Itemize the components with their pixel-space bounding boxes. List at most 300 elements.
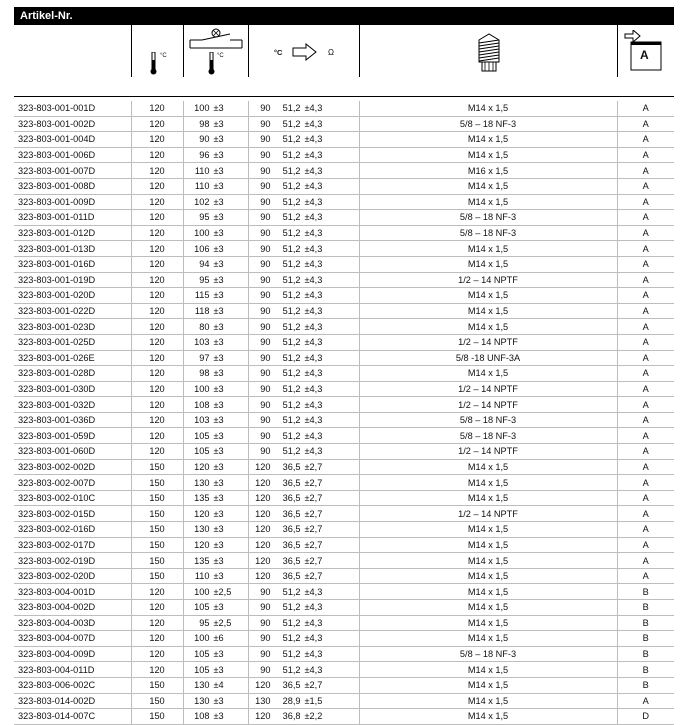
- switch-temp-value: 105: [194, 446, 210, 457]
- resistance: [248, 210, 359, 226]
- resistance-temp: 90: [260, 664, 271, 675]
- switch-temperature: [183, 600, 248, 616]
- resistance-tolerance: ±4,3: [304, 150, 323, 161]
- resistance: [248, 225, 359, 241]
- type: A: [617, 537, 674, 553]
- resistance-tolerance: ±4,3: [304, 649, 323, 660]
- resistance-tolerance: ±2,7: [304, 555, 323, 566]
- thread: M14 x 1,5: [359, 241, 617, 257]
- switch-temp-value: 103: [194, 415, 210, 426]
- type: A: [617, 132, 674, 148]
- resistance: [248, 568, 359, 584]
- switch-temperature: [183, 412, 248, 428]
- header-divider: [131, 25, 132, 77]
- resistance: [248, 350, 359, 366]
- switch-temp-tolerance: ±3: [213, 649, 224, 660]
- resistance-temp: 120: [255, 508, 271, 519]
- thread: M14 x 1,5: [359, 537, 617, 553]
- max-temperature: 120: [131, 101, 183, 116]
- switch-temp-tolerance: ±3: [213, 212, 224, 223]
- switch-temperature: [183, 677, 248, 693]
- resistance-value: 51,2: [282, 165, 301, 176]
- max-temperature: 150: [131, 553, 183, 569]
- article-number: 323-803-001-025D: [14, 334, 131, 350]
- article-number: 323-803-001-007D: [14, 163, 131, 179]
- resistance-temp: 90: [260, 383, 271, 394]
- switch-temp-tolerance: ±3: [213, 399, 224, 410]
- resistance-value: 51,2: [282, 633, 301, 644]
- resistance-temp: 90: [260, 259, 271, 270]
- switch-temp-value: 110: [194, 165, 210, 176]
- resistance: [248, 101, 359, 116]
- resistance-value: 36,5: [282, 477, 301, 488]
- resistance-temp: 90: [260, 352, 271, 363]
- resistance-temp: 120: [255, 555, 271, 566]
- table-row: [14, 600, 674, 616]
- thread: 5/8 – 18 NF-3: [359, 412, 617, 428]
- resistance-tolerance: ±2,7: [304, 571, 323, 582]
- table-row: [14, 256, 674, 272]
- resistance-temp: 90: [260, 274, 271, 285]
- table-row: [14, 709, 674, 725]
- resistance: [248, 132, 359, 148]
- table-row: [14, 397, 674, 413]
- switch-temp-value: 100: [194, 383, 210, 394]
- max-temperature: 120: [131, 241, 183, 257]
- switch-temperature: [183, 319, 248, 335]
- type: A: [617, 256, 674, 272]
- max-temperature: 120: [131, 600, 183, 616]
- resistance-temp: 120: [255, 461, 271, 472]
- switch-temperature: [183, 444, 248, 460]
- thread: M14 x 1,5: [359, 366, 617, 382]
- switch-temp-tolerance: ±3: [213, 493, 224, 504]
- table-row: [14, 225, 674, 241]
- switch-temp-tolerance: ±6: [213, 633, 224, 644]
- resistance-temp: 120: [255, 571, 271, 582]
- resistance: [248, 241, 359, 257]
- resistance: [248, 600, 359, 616]
- type: A: [617, 459, 674, 475]
- resistance-value: 36,5: [282, 508, 301, 519]
- table-row: [14, 490, 674, 506]
- switch-temp-tolerance: ±3: [213, 368, 224, 379]
- article-number: 323-803-001-059D: [14, 428, 131, 444]
- article-number: 323-803-004-001D: [14, 584, 131, 600]
- max-temperature: 150: [131, 459, 183, 475]
- type: B: [617, 662, 674, 678]
- resistance: [248, 537, 359, 553]
- max-temperature: 120: [131, 428, 183, 444]
- switch-temperature: [183, 568, 248, 584]
- switch-temp-value: 115: [194, 290, 210, 301]
- table-row: [14, 677, 674, 693]
- switch-temperature: [183, 631, 248, 647]
- max-temperature: 120: [131, 615, 183, 631]
- switch-temperature: [183, 350, 248, 366]
- article-number: 323-803-001-022D: [14, 303, 131, 319]
- max-temperature: 120: [131, 210, 183, 226]
- thread: M14 x 1,5: [359, 709, 617, 725]
- max-temperature: 120: [131, 163, 183, 179]
- table-row: [14, 319, 674, 335]
- resistance-temp: 120: [255, 711, 271, 722]
- resistance: [248, 490, 359, 506]
- article-number: 323-803-001-019D: [14, 272, 131, 288]
- table-row: [14, 350, 674, 366]
- switch-temp-tolerance: ±3: [213, 602, 224, 613]
- switch-temperature: [183, 397, 248, 413]
- max-temperature: 150: [131, 568, 183, 584]
- resistance-tolerance: ±4,3: [304, 602, 323, 613]
- resistance: [248, 428, 359, 444]
- type: A: [617, 147, 674, 163]
- max-temperature: 120: [131, 381, 183, 397]
- max-temperature: 120: [131, 272, 183, 288]
- type: B: [617, 646, 674, 662]
- type: A: [617, 366, 674, 382]
- thread: 5/8 -18 UNF-3A: [359, 350, 617, 366]
- switch-temp-tolerance: ±3: [213, 196, 224, 207]
- resistance-tolerance: ±2,7: [304, 477, 323, 488]
- header-divider: [617, 25, 618, 77]
- thread: M16 x 1,5: [359, 163, 617, 179]
- article-number: 323-803-002-019D: [14, 553, 131, 569]
- table-row: [14, 522, 674, 538]
- switch-temp-tolerance: ±3: [213, 430, 224, 441]
- max-temperature: 150: [131, 475, 183, 491]
- type: A: [617, 288, 674, 304]
- table-row: [14, 303, 674, 319]
- resistance-temp: 90: [260, 212, 271, 223]
- switch-temp-value: 103: [194, 337, 210, 348]
- type: A: [617, 303, 674, 319]
- switch-temperature: [183, 303, 248, 319]
- switch-temp-tolerance: ±3: [213, 181, 224, 192]
- max-temperature: 120: [131, 132, 183, 148]
- article-number: 323-803-001-030D: [14, 381, 131, 397]
- resistance: [248, 334, 359, 350]
- article-number: 323-803-002-010C: [14, 490, 131, 506]
- resistance: [248, 584, 359, 600]
- table-row: [14, 116, 674, 132]
- resistance-temp: 90: [260, 103, 271, 114]
- max-temperature: 150: [131, 709, 183, 725]
- resistance-value: 36,5: [282, 539, 301, 550]
- article-number: 323-803-001-026E: [14, 350, 131, 366]
- type: A: [617, 319, 674, 335]
- table-row: [14, 210, 674, 226]
- switch-temperature: [183, 334, 248, 350]
- max-temperature: 120: [131, 366, 183, 382]
- switch-temperature: [183, 272, 248, 288]
- resistance-tolerance: ±4,3: [304, 165, 323, 176]
- thread: M14 x 1,5: [359, 319, 617, 335]
- switch-temp-tolerance: ±3: [213, 524, 224, 535]
- table-row: [14, 506, 674, 522]
- switch-icon: [189, 28, 243, 50]
- resistance-temp: 90: [260, 150, 271, 161]
- resistance: [248, 381, 359, 397]
- header-divider: [183, 25, 184, 77]
- resistance-value: 36,5: [282, 555, 301, 566]
- type: B: [617, 584, 674, 600]
- thread: M14 x 1,5: [359, 147, 617, 163]
- switch-temp-value: 118: [194, 306, 210, 317]
- max-temperature: 150: [131, 490, 183, 506]
- thread: 5/8 – 18 NF-3: [359, 116, 617, 132]
- switch-temp-value: 108: [194, 399, 210, 410]
- thread: M14 x 1,5: [359, 303, 617, 319]
- thread: 5/8 – 18 NF-3: [359, 646, 617, 662]
- switch-temp-value: 135: [194, 493, 210, 504]
- switch-temp-value: 100: [194, 633, 210, 644]
- thread: M14 x 1,5: [359, 693, 617, 709]
- thread: 1/2 – 14 NPTF: [359, 397, 617, 413]
- resistance-tolerance: ±4,3: [304, 181, 323, 192]
- switch-temperature: [183, 163, 248, 179]
- resistance-tolerance: ±2,7: [304, 524, 323, 535]
- resistance-value: 51,2: [282, 617, 301, 628]
- table-row: [14, 101, 674, 116]
- resistance-tolerance: ±4,3: [304, 212, 323, 223]
- type: A: [617, 553, 674, 569]
- max-temperature: 150: [131, 537, 183, 553]
- table-row: [14, 381, 674, 397]
- resistance-tolerance: ±4,3: [304, 228, 323, 239]
- type: A: [617, 444, 674, 460]
- type: A: [617, 490, 674, 506]
- type: A: [617, 350, 674, 366]
- resistance-value: 51,2: [282, 228, 301, 239]
- resistance-tolerance: ±4,3: [304, 586, 323, 597]
- switch-temp-tolerance: ±3: [213, 571, 224, 582]
- max-temperature: 120: [131, 256, 183, 272]
- resistance-value: 51,2: [282, 134, 301, 145]
- switch-temperature: [183, 210, 248, 226]
- resistance: [248, 288, 359, 304]
- switch-temp-tolerance: ±3: [213, 259, 224, 270]
- type: B: [617, 600, 674, 616]
- thread: M14 x 1,5: [359, 522, 617, 538]
- switch-temp-tolerance: ±3: [213, 306, 224, 317]
- resistance-tolerance: ±4,3: [304, 118, 323, 129]
- resistance-temp: 90: [260, 649, 271, 660]
- resistance-value: 28,9: [282, 695, 301, 706]
- type: A: [617, 506, 674, 522]
- resistance-value: 51,2: [282, 259, 301, 270]
- max-temperature: 120: [131, 288, 183, 304]
- type: A: [617, 693, 674, 709]
- table-row: [14, 584, 674, 600]
- type: D: [617, 709, 674, 725]
- max-temperature: 120: [131, 444, 183, 460]
- switch-temp-tolerance: ±3: [213, 134, 224, 145]
- table-row: [14, 537, 674, 553]
- switch-temperature: [183, 194, 248, 210]
- switch-temp-value: 95: [199, 617, 210, 628]
- resistance-value: 36,5: [282, 493, 301, 504]
- table-row: [14, 366, 674, 382]
- switch-temperature: [183, 553, 248, 569]
- switch-temp-value: 100: [194, 586, 210, 597]
- switch-temperature: [183, 225, 248, 241]
- resistance-tolerance: ±4,3: [304, 368, 323, 379]
- type: A: [617, 225, 674, 241]
- resistance: [248, 256, 359, 272]
- switch-temp-value: 105: [194, 649, 210, 660]
- resistance-value: 51,2: [282, 649, 301, 660]
- thread: 1/2 – 14 NPTF: [359, 444, 617, 460]
- switch-temp-value: 110: [194, 181, 210, 192]
- switch-temperature: [183, 428, 248, 444]
- max-temperature: 120: [131, 116, 183, 132]
- resistance-value: 51,2: [282, 321, 301, 332]
- switch-temperature: [183, 116, 248, 132]
- article-number: 323-803-004-002D: [14, 600, 131, 616]
- thread: M14 x 1,5: [359, 288, 617, 304]
- switch-temp-tolerance: ±3: [213, 555, 224, 566]
- table-row: [14, 459, 674, 475]
- resistance-temp: 90: [260, 306, 271, 317]
- thread: 5/8 – 18 NF-3: [359, 428, 617, 444]
- switch-temp-value: 120: [194, 461, 210, 472]
- resistance-temp: 90: [260, 165, 271, 176]
- resistance-value: 51,2: [282, 150, 301, 161]
- article-number: 323-803-001-006D: [14, 147, 131, 163]
- switch-temp-tolerance: ±3: [213, 118, 224, 129]
- article-number: 323-803-001-028D: [14, 366, 131, 382]
- type: A: [617, 116, 674, 132]
- switch-temp-tolerance: ±3: [213, 290, 224, 301]
- temp-unit-label: °C: [160, 53, 167, 59]
- switch-temp-tolerance: ±3: [213, 695, 224, 706]
- resistance-value: 51,2: [282, 352, 301, 363]
- resistance-temp: 90: [260, 290, 271, 301]
- resistance: [248, 459, 359, 475]
- table-row: [14, 615, 674, 631]
- type: A: [617, 272, 674, 288]
- resistance-value: 36,8: [282, 711, 301, 722]
- table-title: Artikel-Nr.: [14, 7, 674, 25]
- resistance-value: 51,2: [282, 383, 301, 394]
- type: A: [617, 568, 674, 584]
- switch-temp-value: 130: [194, 524, 210, 535]
- type: B: [617, 677, 674, 693]
- thread: M14 x 1,5: [359, 553, 617, 569]
- max-temperature: 120: [131, 631, 183, 647]
- resistance-value: 51,2: [282, 274, 301, 285]
- type: B: [617, 631, 674, 647]
- table-row: [14, 444, 674, 460]
- article-number: 323-803-006-002C: [14, 677, 131, 693]
- resistance: [248, 319, 359, 335]
- max-temperature: 120: [131, 662, 183, 678]
- max-temperature: 120: [131, 319, 183, 335]
- thread: M14 x 1,5: [359, 677, 617, 693]
- type: A: [617, 412, 674, 428]
- switch-temp-value: 130: [194, 680, 210, 691]
- max-temperature: 150: [131, 506, 183, 522]
- resistance: [248, 163, 359, 179]
- table-row: [14, 288, 674, 304]
- resistance-temp: 90: [260, 181, 271, 192]
- resistance-tolerance: ±4,3: [304, 243, 323, 254]
- resistance-temp: 90: [260, 243, 271, 254]
- resistance-temp: 90: [260, 602, 271, 613]
- resistance-value: 51,2: [282, 337, 301, 348]
- resistance-tolerance: ±4,3: [304, 415, 323, 426]
- switch-temp-value: 120: [194, 539, 210, 550]
- resistance: [248, 178, 359, 194]
- switch-temp-tolerance: ±3: [213, 711, 224, 722]
- switch-temp-tolerance: ±3: [213, 461, 224, 472]
- resistance-temp: 90: [260, 586, 271, 597]
- switch-temp-tolerance: ±2,5: [213, 617, 232, 628]
- resistance: [248, 522, 359, 538]
- resistance: [248, 194, 359, 210]
- resistance: [248, 147, 359, 163]
- switch-temperature: [183, 490, 248, 506]
- article-number: 323-803-002-002D: [14, 459, 131, 475]
- resistance: [248, 397, 359, 413]
- header-divider: [248, 25, 249, 77]
- resistance-value: 51,2: [282, 290, 301, 301]
- table-row: [14, 631, 674, 647]
- switch-temp-tolerance: ±4: [213, 680, 224, 691]
- switch-temp-value: 108: [194, 711, 210, 722]
- article-number: 323-803-001-002D: [14, 116, 131, 132]
- resistance: [248, 677, 359, 693]
- resistance: [248, 272, 359, 288]
- thread: M14 x 1,5: [359, 615, 617, 631]
- max-temperature: 120: [131, 225, 183, 241]
- resistance-temp: 90: [260, 430, 271, 441]
- resistance-tolerance: ±2,2: [304, 711, 323, 722]
- ohm-unit-label: Ω: [328, 48, 334, 57]
- switch-temperature: [183, 537, 248, 553]
- article-number: 323-803-001-004D: [14, 132, 131, 148]
- max-temperature: 120: [131, 646, 183, 662]
- type: A: [617, 210, 674, 226]
- resistance-value: 51,2: [282, 243, 301, 254]
- article-number: 323-803-001-032D: [14, 397, 131, 413]
- thread: 1/2 – 14 NPTF: [359, 506, 617, 522]
- resistance-tolerance: ±4,3: [304, 383, 323, 394]
- resistance-tolerance: ±4,3: [304, 352, 323, 363]
- switch-temp-value: 105: [194, 602, 210, 613]
- thread: M14 x 1,5: [359, 631, 617, 647]
- resistance: [248, 615, 359, 631]
- table-row: [14, 132, 674, 148]
- type-letter-label: A: [640, 48, 649, 62]
- resistance-tolerance: ±2,7: [304, 680, 323, 691]
- article-number: 323-803-001-011D: [14, 210, 131, 226]
- resistance-value: 51,2: [282, 415, 301, 426]
- article-number: 323-803-014-002D: [14, 693, 131, 709]
- article-number: 323-803-002-007D: [14, 475, 131, 491]
- resistance-temp: 130: [255, 695, 271, 706]
- resistance-value: 51,2: [282, 196, 301, 207]
- type: A: [617, 178, 674, 194]
- switch-temp-tolerance: ±3: [213, 415, 224, 426]
- resistance-value: 51,2: [282, 103, 301, 114]
- resistance-tolerance: ±2,7: [304, 493, 323, 504]
- switch-temp-tolerance: ±3: [213, 103, 224, 114]
- resistance: [248, 116, 359, 132]
- max-temperature: 120: [131, 397, 183, 413]
- switch-temperature: [183, 584, 248, 600]
